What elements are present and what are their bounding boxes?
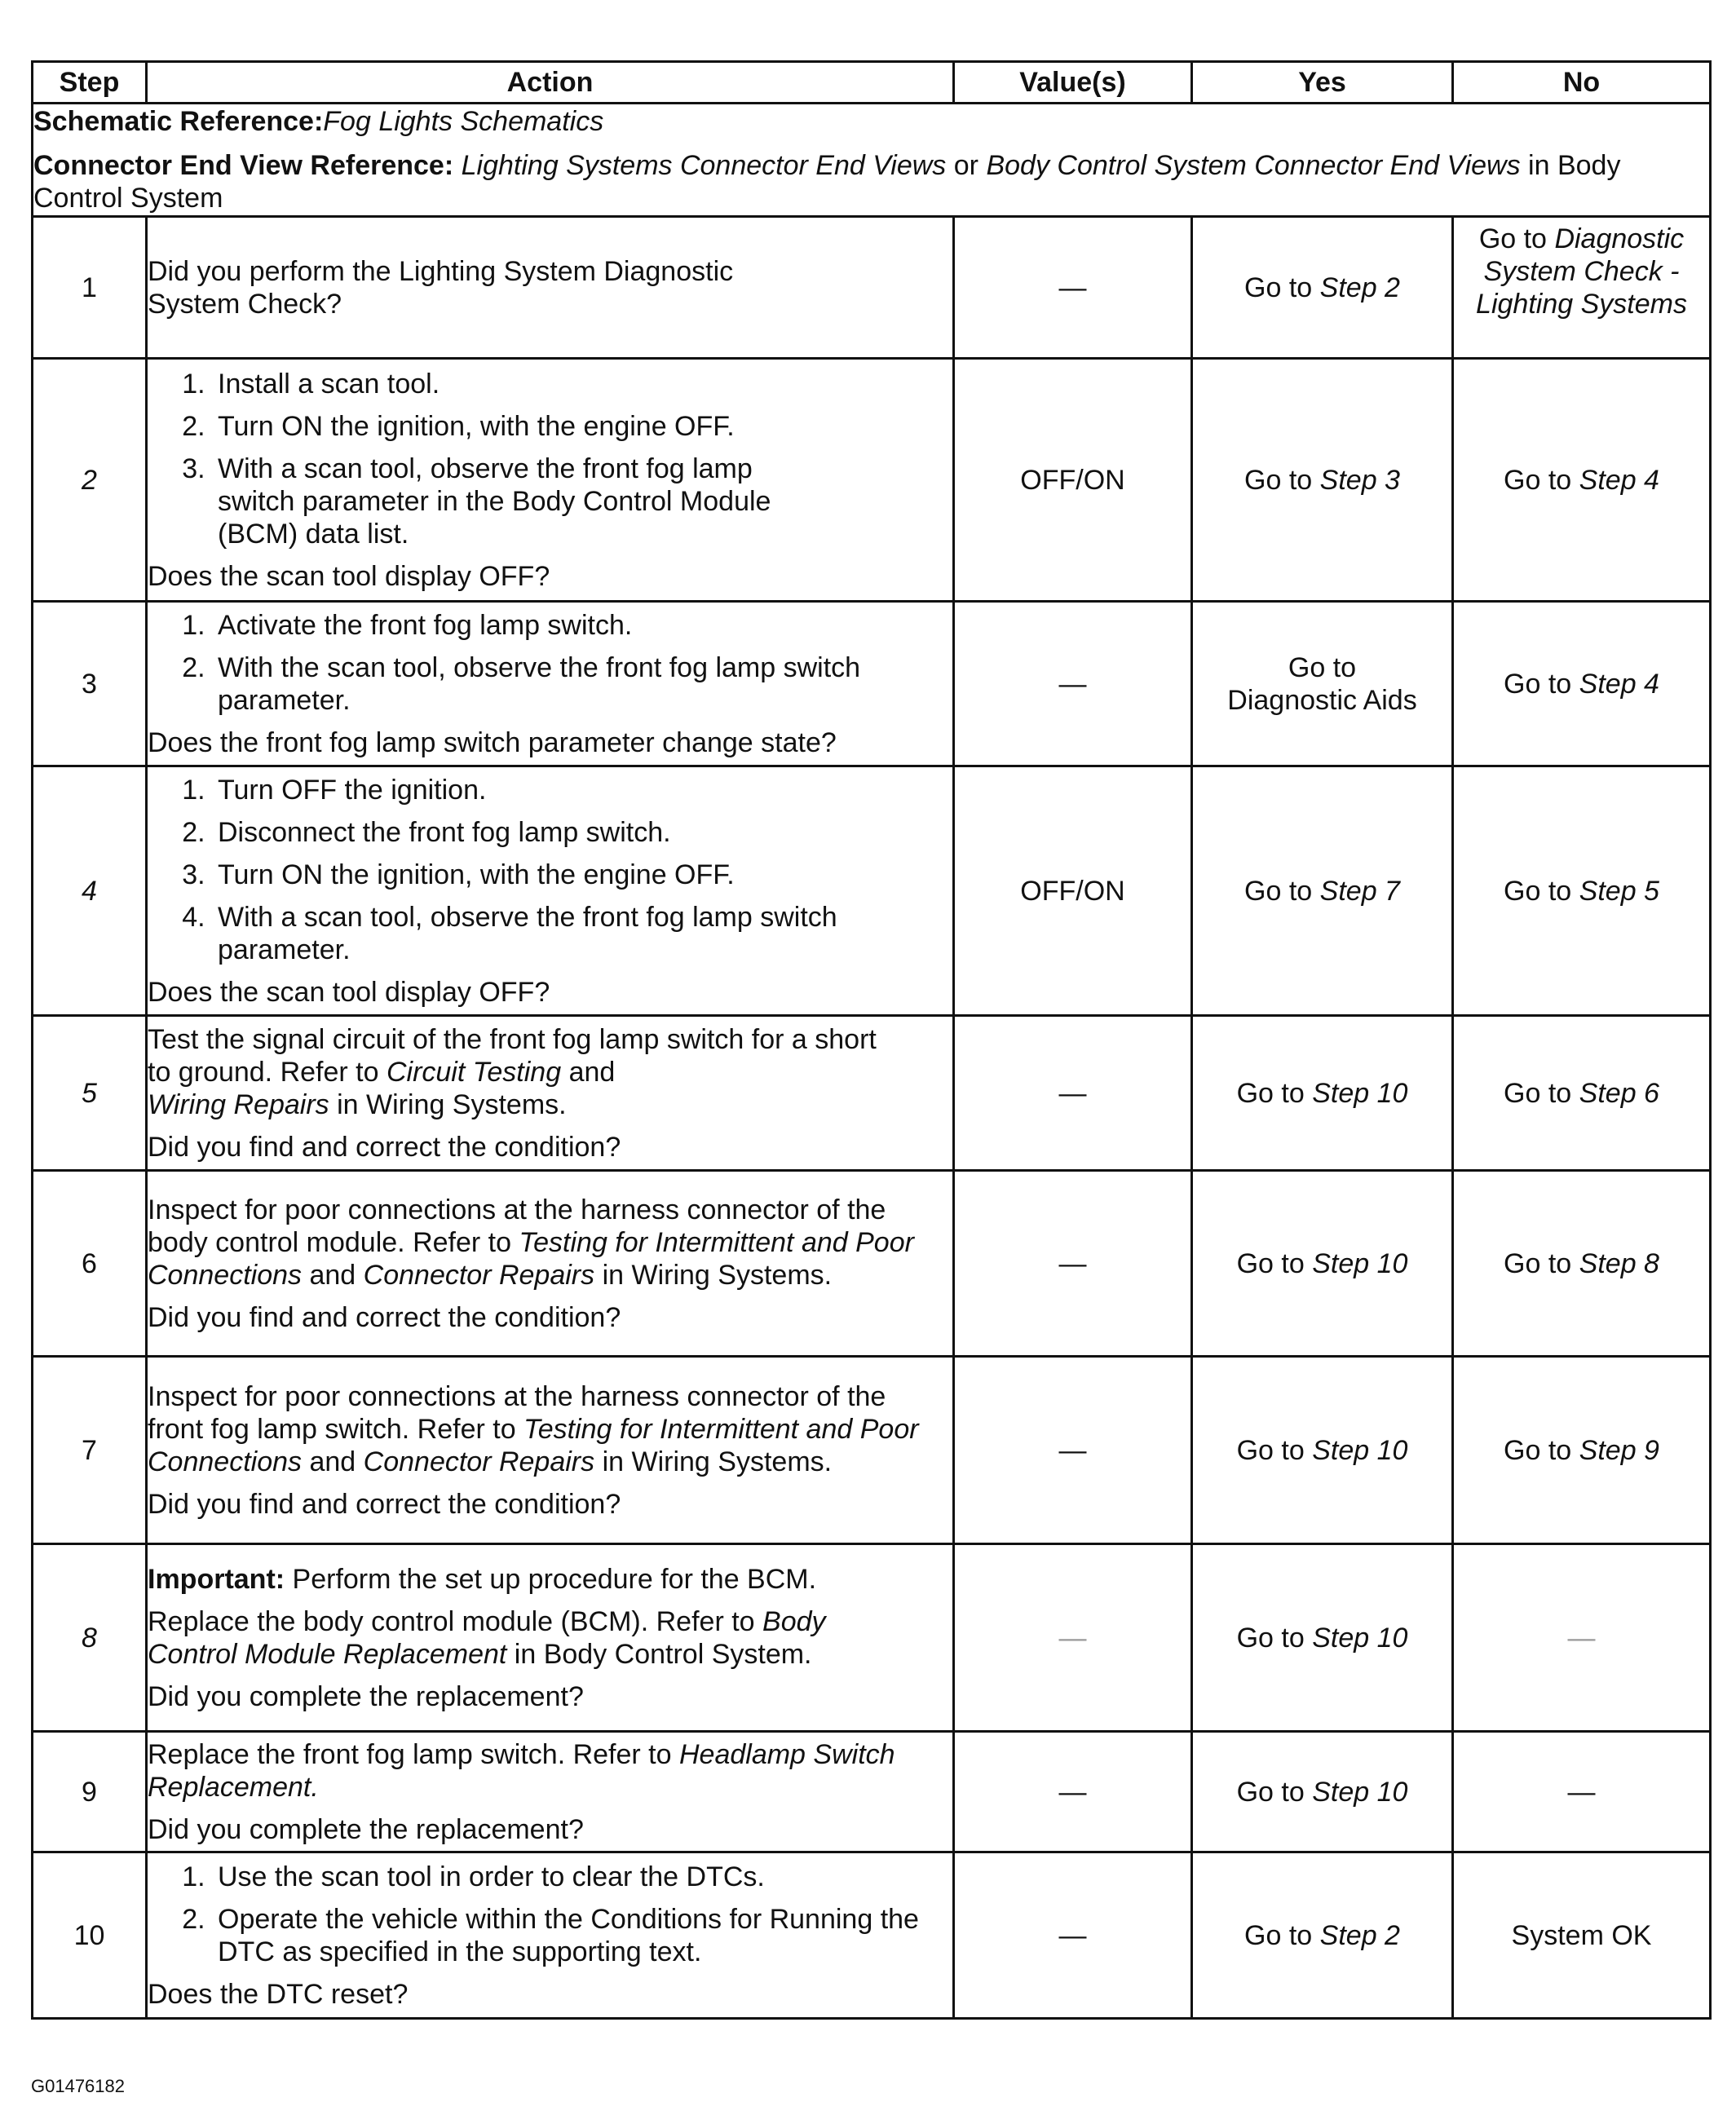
step-number: 2 xyxy=(33,359,147,602)
table-row xyxy=(33,1732,1711,1852)
action-cell xyxy=(147,1852,954,2019)
reference-link[interactable]: Testing for Intermittent and Poor Connections xyxy=(148,1413,919,1477)
yes-cell: Go to Step 2 xyxy=(1192,217,1453,359)
action-question: Does the scan tool display OFF? xyxy=(148,560,550,592)
step-number: 4 xyxy=(33,766,147,1016)
value-cell: — xyxy=(954,1544,1192,1732)
action-cell xyxy=(147,1732,954,1852)
header-values: Value(s) xyxy=(954,62,1192,104)
action-text: Replace the body control module (BCM). Refer to Body Control Module Replacement in Body Control System. xyxy=(148,1605,826,1670)
yes-link[interactable]: Step 10 xyxy=(1312,1247,1408,1279)
connector-reference-link-1[interactable]: Lighting Systems Connector End Views xyxy=(461,150,947,181)
action-cell xyxy=(147,766,954,1016)
list-item: 2. With the scan tool, observe the front fog lamp switch parameter. xyxy=(213,651,952,717)
schematic-reference-link[interactable]: Fog Lights Schematics xyxy=(323,106,604,137)
figure-id: G01476182 xyxy=(31,2076,125,2096)
list-item: 2. Operate the vehicle within the Conditions for Running the DTC as specified in the supporting text. xyxy=(213,1903,952,1968)
header-yes: Yes xyxy=(1192,62,1453,104)
step-number: 10 xyxy=(33,1852,147,2019)
value-cell: OFF/ON xyxy=(954,766,1192,1016)
no-link[interactable]: Step 4 xyxy=(1579,464,1659,496)
no-cell: System OK xyxy=(1453,1852,1711,2019)
list-item: 4. With a scan tool, observe the front fog lamp switch parameter. xyxy=(213,901,952,966)
no-cell: Go to Step 6 xyxy=(1453,1016,1711,1171)
action-question: Did you complete the replacement? xyxy=(148,1813,584,1845)
yes-cell: Go to Step 10 xyxy=(1192,1171,1453,1357)
action-question: Does the front fog lamp switch parameter change state? xyxy=(148,726,837,758)
table-row xyxy=(33,766,1711,1016)
action-question: Does the scan tool display OFF? xyxy=(148,976,550,1008)
step-number: 5 xyxy=(33,1016,147,1171)
action-question: Did you complete the replacement? xyxy=(148,1680,584,1712)
yes-cell: Go to Step 10 xyxy=(1192,1016,1453,1171)
header-row xyxy=(33,62,1711,104)
yes-cell: Go to Step 10 xyxy=(1192,1357,1453,1544)
step-number: 7 xyxy=(33,1357,147,1544)
table-row xyxy=(33,602,1711,766)
yes-cell: Go to Step 7 xyxy=(1192,766,1453,1016)
table-row xyxy=(33,217,1711,359)
yes-link[interactable]: Step 10 xyxy=(1312,1776,1408,1808)
action-list xyxy=(148,1861,952,1968)
no-link[interactable]: Step 4 xyxy=(1579,668,1659,700)
connector-reference: Connector End View Reference: Lighting Systems Connector End Views or Body Control System Connector End Views in Body Control System xyxy=(33,150,1621,214)
action-cell xyxy=(147,1016,954,1171)
reference-link[interactable]: Circuit Testing xyxy=(386,1056,562,1088)
no-link[interactable]: Diagnostic System Check - Lighting Systems xyxy=(1476,223,1687,320)
table-row xyxy=(33,1852,1711,2019)
value-cell: — xyxy=(954,1732,1192,1852)
list-item: 1. Install a scan tool. xyxy=(213,368,952,400)
action-cell xyxy=(147,1357,954,1544)
value-cell: — xyxy=(954,1016,1192,1171)
table-row xyxy=(33,1357,1711,1544)
yes-link[interactable]: Step 2 xyxy=(1319,272,1400,303)
action-question: Did you find and correct the condition? xyxy=(148,1301,621,1333)
table-row xyxy=(33,1171,1711,1357)
action-list xyxy=(148,368,952,550)
reference-row xyxy=(33,104,1711,217)
no-cell: Go to Step 8 xyxy=(1453,1171,1711,1357)
table-row xyxy=(33,1544,1711,1732)
step-number: 8 xyxy=(33,1544,147,1732)
action-cell xyxy=(147,359,954,602)
no-link[interactable]: Step 5 xyxy=(1579,875,1659,907)
list-item: 2. Turn ON the ignition, with the engine OFF. xyxy=(213,410,952,443)
list-item: 3. Turn ON the ignition, with the engine OFF. xyxy=(213,859,952,891)
reference-link[interactable]: Testing for Intermittent and Poor Connections xyxy=(148,1226,914,1291)
no-cell: Go to Step 5 xyxy=(1453,766,1711,1016)
action-cell xyxy=(147,1544,954,1732)
list-item: 1. Turn OFF the ignition. xyxy=(213,774,952,806)
action-question: Did you find and correct the condition? xyxy=(148,1131,621,1163)
diagnostic-table xyxy=(31,60,1712,2020)
step-number: 3 xyxy=(33,602,147,766)
action-question: Does the DTC reset? xyxy=(148,1978,409,2010)
value-cell: — xyxy=(954,217,1192,359)
connector-reference-link-2[interactable]: Body Control System Connector End Views xyxy=(986,150,1521,181)
reference-cell xyxy=(33,104,1711,217)
yes-link[interactable]: Step 10 xyxy=(1312,1077,1408,1109)
value-cell: — xyxy=(954,1357,1192,1544)
action-cell xyxy=(147,602,954,766)
yes-link[interactable]: Step 2 xyxy=(1319,1919,1400,1951)
yes-link[interactable]: Diagnostic Aids xyxy=(1227,684,1417,716)
value-cell: — xyxy=(954,1171,1192,1357)
value-cell: — xyxy=(954,602,1192,766)
value-cell: — xyxy=(954,1852,1192,2019)
action-text: Replace the front fog lamp switch. Refer to Headlamp Switch Replacement. xyxy=(148,1738,895,1803)
header-no: No xyxy=(1453,62,1711,104)
action-cell xyxy=(147,1171,954,1357)
no-cell: Go to Step 9 xyxy=(1453,1357,1711,1544)
yes-link[interactable]: Step 7 xyxy=(1319,875,1400,907)
header-step: Step xyxy=(33,62,147,104)
yes-link[interactable]: Step 10 xyxy=(1312,1622,1408,1654)
list-item: 1. Use the scan tool in order to clear the DTCs. xyxy=(213,1861,952,1893)
reference-link[interactable]: Headlamp Switch Replacement. xyxy=(148,1738,895,1803)
reference-link[interactable]: Connector Repairs xyxy=(363,1259,595,1291)
list-item: 1. Activate the front fog lamp switch. xyxy=(213,609,952,642)
no-cell: Go to Diagnostic System Check - Lighting Systems xyxy=(1453,217,1711,359)
yes-cell: Go to Step 2 xyxy=(1192,1852,1453,2019)
no-cell: — xyxy=(1453,1732,1711,1852)
step-number: 1 xyxy=(33,217,147,359)
table-row xyxy=(33,1016,1711,1171)
schematic-reference: Schematic Reference:Fog Lights Schematics xyxy=(33,106,604,137)
yes-cell: Go to Diagnostic Aids xyxy=(1192,602,1453,766)
no-link[interactable]: Step 8 xyxy=(1579,1247,1659,1279)
reference-link[interactable]: Connector Repairs xyxy=(363,1446,595,1477)
diagnostic-table-container xyxy=(31,60,1709,2020)
value-cell: OFF/ON xyxy=(954,359,1192,602)
reference-link[interactable]: Wiring Repairs xyxy=(148,1088,329,1120)
action-list xyxy=(148,609,952,717)
yes-cell: Go to Step 10 xyxy=(1192,1732,1453,1852)
action-list xyxy=(148,774,952,966)
action-question: Did you find and correct the condition? xyxy=(148,1488,621,1520)
action-text: Inspect for poor connections at the harness connector of the body control module. Refer to Testing for Intermittent and Poor Connections and Connector Repairs in Wiring Systems. xyxy=(148,1194,914,1291)
no-cell: Go to Step 4 xyxy=(1453,359,1711,602)
yes-link[interactable]: Step 10 xyxy=(1312,1434,1408,1466)
action-text: Inspect for poor connections at the harness connector of the front fog lamp switch. Refer to Testing for Intermittent and Poor Connections and Connector Repairs in Wiring Systems. xyxy=(148,1380,919,1477)
action-text: Test the signal circuit of the front fog lamp switch for a short to ground. Refer to Circuit Testing and Wiring Repairs in Wiring Systems. xyxy=(148,1023,877,1120)
step-number: 6 xyxy=(33,1171,147,1357)
step-number: 9 xyxy=(33,1732,147,1852)
important-note: Important: Perform the set up procedure for the BCM. xyxy=(148,1563,817,1595)
reference-link[interactable]: Body Control Module Replacement xyxy=(148,1605,826,1670)
no-cell: — xyxy=(1453,1544,1711,1732)
table-row xyxy=(33,359,1711,602)
header-action: Action xyxy=(147,62,954,104)
yes-link[interactable]: Step 3 xyxy=(1319,464,1400,496)
yes-cell: Go to Step 10 xyxy=(1192,1544,1453,1732)
yes-cell: Go to Step 3 xyxy=(1192,359,1453,602)
no-cell: Go to Step 4 xyxy=(1453,602,1711,766)
no-link[interactable]: Step 9 xyxy=(1579,1434,1659,1466)
list-item: 3. With a scan tool, observe the front fog lamp switch parameter in the Body Control Module (BCM) data list. xyxy=(213,453,805,550)
no-link[interactable]: Step 6 xyxy=(1579,1077,1659,1109)
list-item: 2. Disconnect the front fog lamp switch. xyxy=(213,816,952,849)
action-cell: Did you perform the Lighting System Diagnostic System Check? xyxy=(147,217,954,359)
